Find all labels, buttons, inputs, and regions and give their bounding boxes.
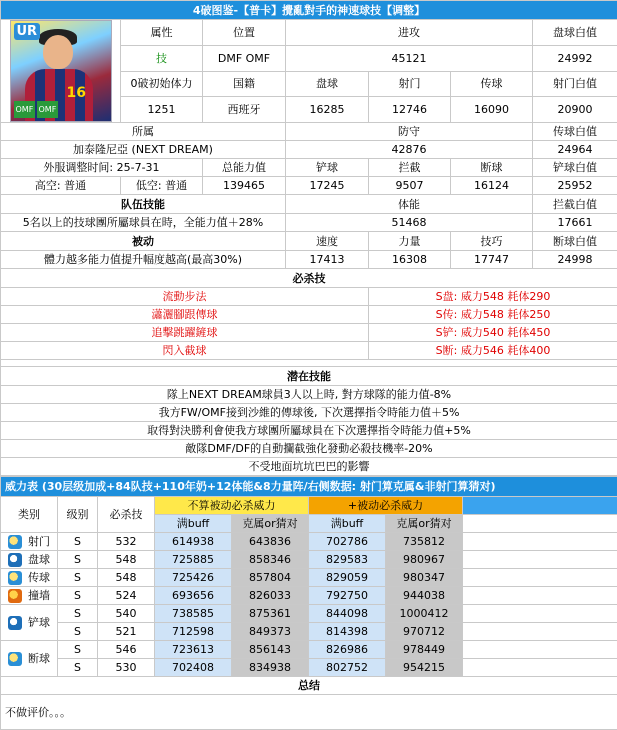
- blank-cell: [463, 587, 617, 605]
- value-cell: 802752: [309, 659, 386, 677]
- attr-header: 属性: [121, 20, 203, 46]
- latent-item: 我方FW/OMF接到沙維的傳球後, 下次選擇指令時能力值＋5%: [1, 404, 617, 422]
- value-cell: 849373: [232, 623, 309, 641]
- level-cell: S: [58, 659, 98, 677]
- tackle-value: 17245: [286, 177, 369, 195]
- value-cell: 954215: [386, 659, 463, 677]
- passive-text: 體力越多能力值提升幅度越高(最高30%): [1, 251, 286, 269]
- value-cell: 970712: [386, 623, 463, 641]
- level-cell: S: [58, 605, 98, 623]
- value-cell: 856143: [232, 641, 309, 659]
- tech-value: 17747: [451, 251, 533, 269]
- nationality-value: 西班牙: [203, 97, 286, 123]
- low-ball: 低空: 普通: [121, 177, 203, 195]
- latent-item: 隊上NEXT DREAM球員3人以上時, 對方球隊的能力值-8%: [1, 386, 617, 404]
- total-header: 总能力值: [203, 159, 286, 177]
- value-cell: 814398: [309, 623, 386, 641]
- total-value: 139465: [203, 177, 286, 195]
- blank-cell: [463, 533, 617, 551]
- shoot-icon: [8, 535, 22, 549]
- steal-value: 16124: [451, 177, 533, 195]
- intercept-white-value: 17661: [533, 214, 617, 232]
- value-cell: 712598: [155, 623, 232, 641]
- speed-value: 17413: [286, 251, 369, 269]
- shoot-white-header: 射门白值: [533, 71, 617, 97]
- type-cell: 铲球: [1, 605, 58, 641]
- type-cell: 断球: [1, 641, 58, 677]
- special-info: S传: 威力548 耗体250: [369, 306, 617, 324]
- intercept-white-header: 拦截白值: [533, 195, 617, 214]
- latent-item: 取得對決勝利會使我方球團所屬球員在下次選擇指令時能力值+5%: [1, 422, 617, 440]
- latent-header: 潜在技能: [1, 367, 617, 386]
- block-value: 9507: [369, 177, 451, 195]
- level-cell: S: [58, 551, 98, 569]
- counter-header: 克属or猜对: [386, 515, 463, 533]
- team-skill-header: 队伍技能: [1, 195, 286, 214]
- value-cell: 702786: [309, 533, 386, 551]
- dribble-icon: [8, 553, 22, 567]
- value-cell: 875361: [232, 605, 309, 623]
- steal-header: 断球: [451, 159, 533, 177]
- level-cell: S: [58, 569, 98, 587]
- value-cell: 829059: [309, 569, 386, 587]
- special-name: 追擊跳躍鏟球: [1, 324, 369, 342]
- special-info: S断: 威力546 耗体400: [369, 342, 617, 360]
- value-cell: 829583: [309, 551, 386, 569]
- tackle-header: 铲球: [286, 159, 369, 177]
- blank-cell: [463, 659, 617, 677]
- position-tag: OMF: [37, 101, 59, 118]
- summary-text: 不做评价。。。: [1, 695, 617, 730]
- blank-cell: [463, 551, 617, 569]
- value-cell: 693656: [155, 587, 232, 605]
- power-title: 威力表 (30层级加成+84队技+110年奶+12体能&8力量阵/右侧数据: 射门算克属&非射门算猜对): [1, 477, 617, 497]
- pass-header: 传球: [451, 71, 533, 97]
- player-portrait: [1, 20, 121, 123]
- power-table: [0, 476, 617, 730]
- special-name: 瀟灑腳跟傳球: [1, 306, 369, 324]
- dribble-white-header: 盘球白值: [533, 20, 617, 46]
- power-value: 16308: [369, 251, 451, 269]
- value-cell: 702408: [155, 659, 232, 677]
- counter-header: 克属or猜对: [232, 515, 309, 533]
- value-cell: 725426: [155, 569, 232, 587]
- stamina-total-value: 51468: [286, 214, 533, 232]
- spacer: [1, 360, 617, 367]
- team-skill-text: 5名以上的技球團所屬球員在時，全能力值＋28%: [1, 214, 286, 232]
- value-cell: 723613: [155, 641, 232, 659]
- value-cell: 725885: [155, 551, 232, 569]
- shoot-header: 射门: [369, 71, 451, 97]
- attr-value: 技: [121, 45, 203, 71]
- shoot-white-value: 20900: [533, 97, 617, 123]
- skill-cell: 521: [98, 623, 155, 641]
- attack-header: 进攻: [286, 20, 533, 46]
- skill-cell: 548: [98, 569, 155, 587]
- block-header: 拦截: [369, 159, 451, 177]
- stamina-header: 0破初始体力: [121, 71, 203, 97]
- value-cell: 1000412: [386, 605, 463, 623]
- position-header: 位置: [203, 20, 286, 46]
- blank-cell: [463, 641, 617, 659]
- value-cell: 826033: [232, 587, 309, 605]
- page-title: 4破图鉴-【普卡】攪亂對手的神速球技【调整】: [1, 1, 617, 20]
- value-cell: 980967: [386, 551, 463, 569]
- special-header: 必杀技: [1, 269, 617, 288]
- value-cell: 735812: [386, 533, 463, 551]
- pass-white-value: 24964: [533, 141, 617, 159]
- rank-badge: UR: [14, 23, 41, 40]
- special-name: 流動步法: [1, 288, 369, 306]
- passive-power-header: +被动必杀威力: [309, 497, 463, 515]
- type-cell: 盘球: [1, 551, 58, 569]
- latent-item: 不受地面坑坑巴巴的影響: [1, 458, 617, 476]
- value-cell: 944038: [386, 587, 463, 605]
- special-name: 閃入截球: [1, 342, 369, 360]
- skill-cell: 548: [98, 551, 155, 569]
- steal-white-header: 断球白值: [533, 232, 617, 251]
- skill-header: 必杀技: [98, 497, 155, 533]
- dribble-white-value: 24992: [533, 45, 617, 71]
- defense-header: 防守: [286, 123, 533, 141]
- jersey-number: 16: [67, 85, 86, 102]
- value-cell: 792750: [309, 587, 386, 605]
- value-cell: 834938: [232, 659, 309, 677]
- skill-cell: 546: [98, 641, 155, 659]
- dribble-value: 16285: [286, 97, 369, 123]
- special-info: S铲: 威力540 耗体450: [369, 324, 617, 342]
- value-cell: 978449: [386, 641, 463, 659]
- dribble-header: 盘球: [286, 71, 369, 97]
- wall-pass-icon: [8, 589, 22, 603]
- blank-cell: [463, 605, 617, 623]
- value-cell: 826986: [309, 641, 386, 659]
- full-buff-header: 满buff: [155, 515, 232, 533]
- value-cell: 643836: [232, 533, 309, 551]
- blank-cell: [463, 569, 617, 587]
- pass-white-header: 传球白值: [533, 123, 617, 141]
- level-cell: S: [58, 641, 98, 659]
- full-buff-header: 满buff: [309, 515, 386, 533]
- blank-header: [463, 497, 617, 515]
- skill-cell: 532: [98, 533, 155, 551]
- type-cell: 射门: [1, 533, 58, 551]
- team-header: 所属: [1, 123, 286, 141]
- level-cell: S: [58, 533, 98, 551]
- skill-cell: 524: [98, 587, 155, 605]
- type-header: 类别: [1, 497, 58, 533]
- skill-cell: 540: [98, 605, 155, 623]
- tackle-white-header: 铲球白值: [533, 159, 617, 177]
- value-cell: 980347: [386, 569, 463, 587]
- attack-value: 45121: [286, 45, 533, 71]
- value-cell: 844098: [309, 605, 386, 623]
- nationality-header: 国籍: [203, 71, 286, 97]
- value-cell: 858346: [232, 551, 309, 569]
- speed-header: 速度: [286, 232, 369, 251]
- skill-cell: 530: [98, 659, 155, 677]
- team-value: 加泰隆尼亞 (NEXT DREAM): [1, 141, 286, 159]
- high-ball: 高空: 普通: [1, 177, 121, 195]
- defense-value: 42876: [286, 141, 533, 159]
- position-value: DMF OMF: [203, 45, 286, 71]
- special-info: S盘: 威力548 耗体290: [369, 288, 617, 306]
- no-passive-header: 不算被动必杀威力: [155, 497, 309, 515]
- type-cell: 撞墙: [1, 587, 58, 605]
- level-cell: S: [58, 623, 98, 641]
- summary-header: 总结: [1, 677, 617, 695]
- steal-icon: [8, 652, 22, 666]
- blank-cell: [463, 623, 617, 641]
- stamina-value: 1251: [121, 97, 203, 123]
- stamina-total-header: 体能: [286, 195, 533, 214]
- type-cell: 传球: [1, 569, 58, 587]
- level-cell: S: [58, 587, 98, 605]
- blank-cell: [463, 515, 617, 533]
- level-header: 级别: [58, 497, 98, 533]
- passive-header: 被动: [1, 232, 286, 251]
- latent-item: 敵隊DMF/DF的自動攔截強化發動必殺技機率-20%: [1, 440, 617, 458]
- steal-white-value: 24998: [533, 251, 617, 269]
- value-cell: 857804: [232, 569, 309, 587]
- update-date: 外服调整时间: 25-7-31: [1, 159, 203, 177]
- pass-icon: [8, 571, 22, 585]
- tech-header: 技巧: [451, 232, 533, 251]
- tackle-white-value: 25952: [533, 177, 617, 195]
- power-header: 力量: [369, 232, 451, 251]
- value-cell: 614938: [155, 533, 232, 551]
- position-tag: OMF: [14, 101, 36, 118]
- tackle-icon: [8, 616, 22, 630]
- value-cell: 738585: [155, 605, 232, 623]
- shoot-value: 12746: [369, 97, 451, 123]
- pass-value: 16090: [451, 97, 533, 123]
